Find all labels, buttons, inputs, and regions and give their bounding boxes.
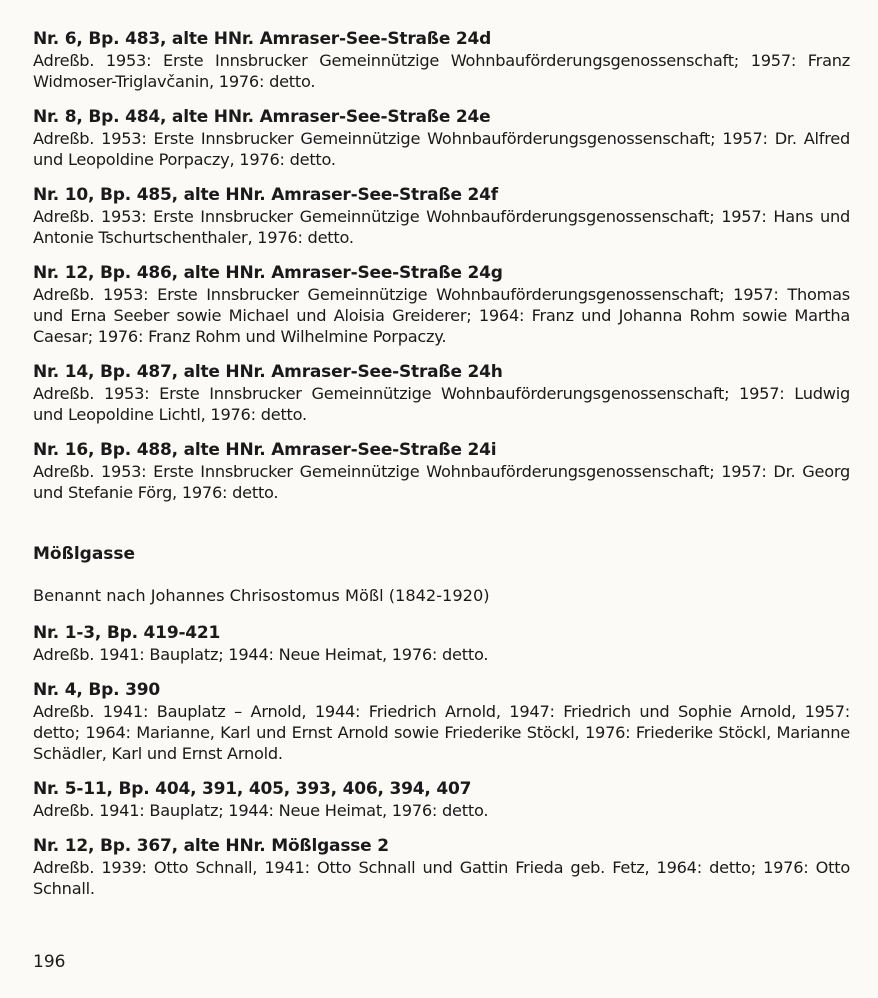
entry-nr-1-3 <box>33 622 850 665</box>
entry-nr-10 <box>33 184 850 248</box>
entry-heading: Nr. 10, Bp. 485, alte HNr. Amraser-See-Straße 24f <box>33 185 498 205</box>
entry-heading: Nr. 16, Bp. 488, alte HNr. Amraser-See-Straße 24i <box>33 440 497 460</box>
entry-heading: Nr. 4, Bp. 390 <box>33 680 160 700</box>
entry-nr-4 <box>33 679 850 764</box>
section-title: Mößlgasse <box>33 544 136 564</box>
entry-nr-14 <box>33 361 850 425</box>
entry-text: Adreßb. 1953: Erste Innsbrucker Gemeinnützige Wohnbauförderungsgenossenschaft; 1957: Dr. Georg und Stefanie Förg, 1976: detto. <box>33 462 850 502</box>
entry-heading: Nr. 1-3, Bp. 419-421 <box>33 623 221 643</box>
entry-nr-16 <box>33 439 850 503</box>
entry-heading: Nr. 6, Bp. 483, alte HNr. Amraser-See-Straße 24d <box>33 29 492 49</box>
entry-heading: Nr. 12, Bp. 367, alte HNr. Mößlgasse 2 <box>33 836 389 856</box>
entry-text: Adreßb. 1953: Erste Innsbrucker Gemeinnützige Wohnbauförderungsgenossenschaft; 1957: Hans und Antonie Tschurtschenthaler, 1976: detto. <box>33 207 850 247</box>
entry-heading: Nr. 14, Bp. 487, alte HNr. Amraser-See-Straße 24h <box>33 362 503 382</box>
entry-nr-12-moesslgasse <box>33 835 850 899</box>
entry-heading: Nr. 12, Bp. 486, alte HNr. Amraser-See-Straße 24g <box>33 263 503 283</box>
entry-text: Adreßb. 1953: Erste Innsbrucker Gemeinnützige Wohnbauförderungsgenossenschaft; 1957: Dr. Alfred und Leopoldine Porpaczy, 1976: detto. <box>33 129 850 169</box>
entry-heading: Nr. 8, Bp. 484, alte HNr. Amraser-See-Straße 24e <box>33 107 491 127</box>
entry-nr-12 <box>33 262 850 347</box>
entry-heading: Nr. 5-11, Bp. 404, 391, 405, 393, 406, 394, 407 <box>33 779 472 799</box>
entry-nr-5-11 <box>33 778 850 821</box>
entry-nr-6 <box>33 28 850 92</box>
entry-text: Adreßb. 1953: Erste Innsbrucker Gemeinnützige Wohnbauförderungsgenossenschaft; 1957: Ludwig und Leopoldine Lichtl, 1976: detto. <box>33 384 850 424</box>
entry-text: Adreßb. 1941: Bauplatz; 1944: Neue Heimat, 1976: detto. <box>33 801 489 820</box>
entry-text: Adreßb. 1953: Erste Innsbrucker Gemeinnützige Wohnbauförderungsgenossenschaft; 1957: Thomas und Erna Seeber sowie Michael und Aloisia Greiderer; 1964: Franz und Johanna Rohm sowie Martha Caesar; 1976: Franz Rohm und Wilhelmine Porpaczy. <box>33 285 850 346</box>
entry-text: Adreßb. 1941: Bauplatz – Arnold, 1944: Friedrich Arnold, 1947: Friedrich und Sophie Arnold, 1957: detto; 1964: Marianne, Karl und Ernst Arnold sowie Friederike Stöckl, 1976: Friederike Stöckl, Marianne Schädler, Karl und Ernst Arnold. <box>33 702 850 763</box>
entry-nr-8 <box>33 106 850 170</box>
entry-text: Adreßb. 1953: Erste Innsbrucker Gemeinnützige Wohnbauförderungsgenossenschaft; 1957: Franz Widmoser-Triglavčanin, 1976: detto. <box>33 51 850 91</box>
page-number: 196 <box>33 952 66 972</box>
entry-text: Adreßb. 1939: Otto Schnall, 1941: Otto Schnall und Gattin Frieda geb. Fetz, 1964: detto; 1976: Otto Schnall. <box>33 858 850 898</box>
entry-text: Adreßb. 1941: Bauplatz; 1944: Neue Heimat, 1976: detto. <box>33 645 489 664</box>
section-intro: Benannt nach Johannes Chrisostomus Mößl (1842-1920) <box>33 586 490 605</box>
